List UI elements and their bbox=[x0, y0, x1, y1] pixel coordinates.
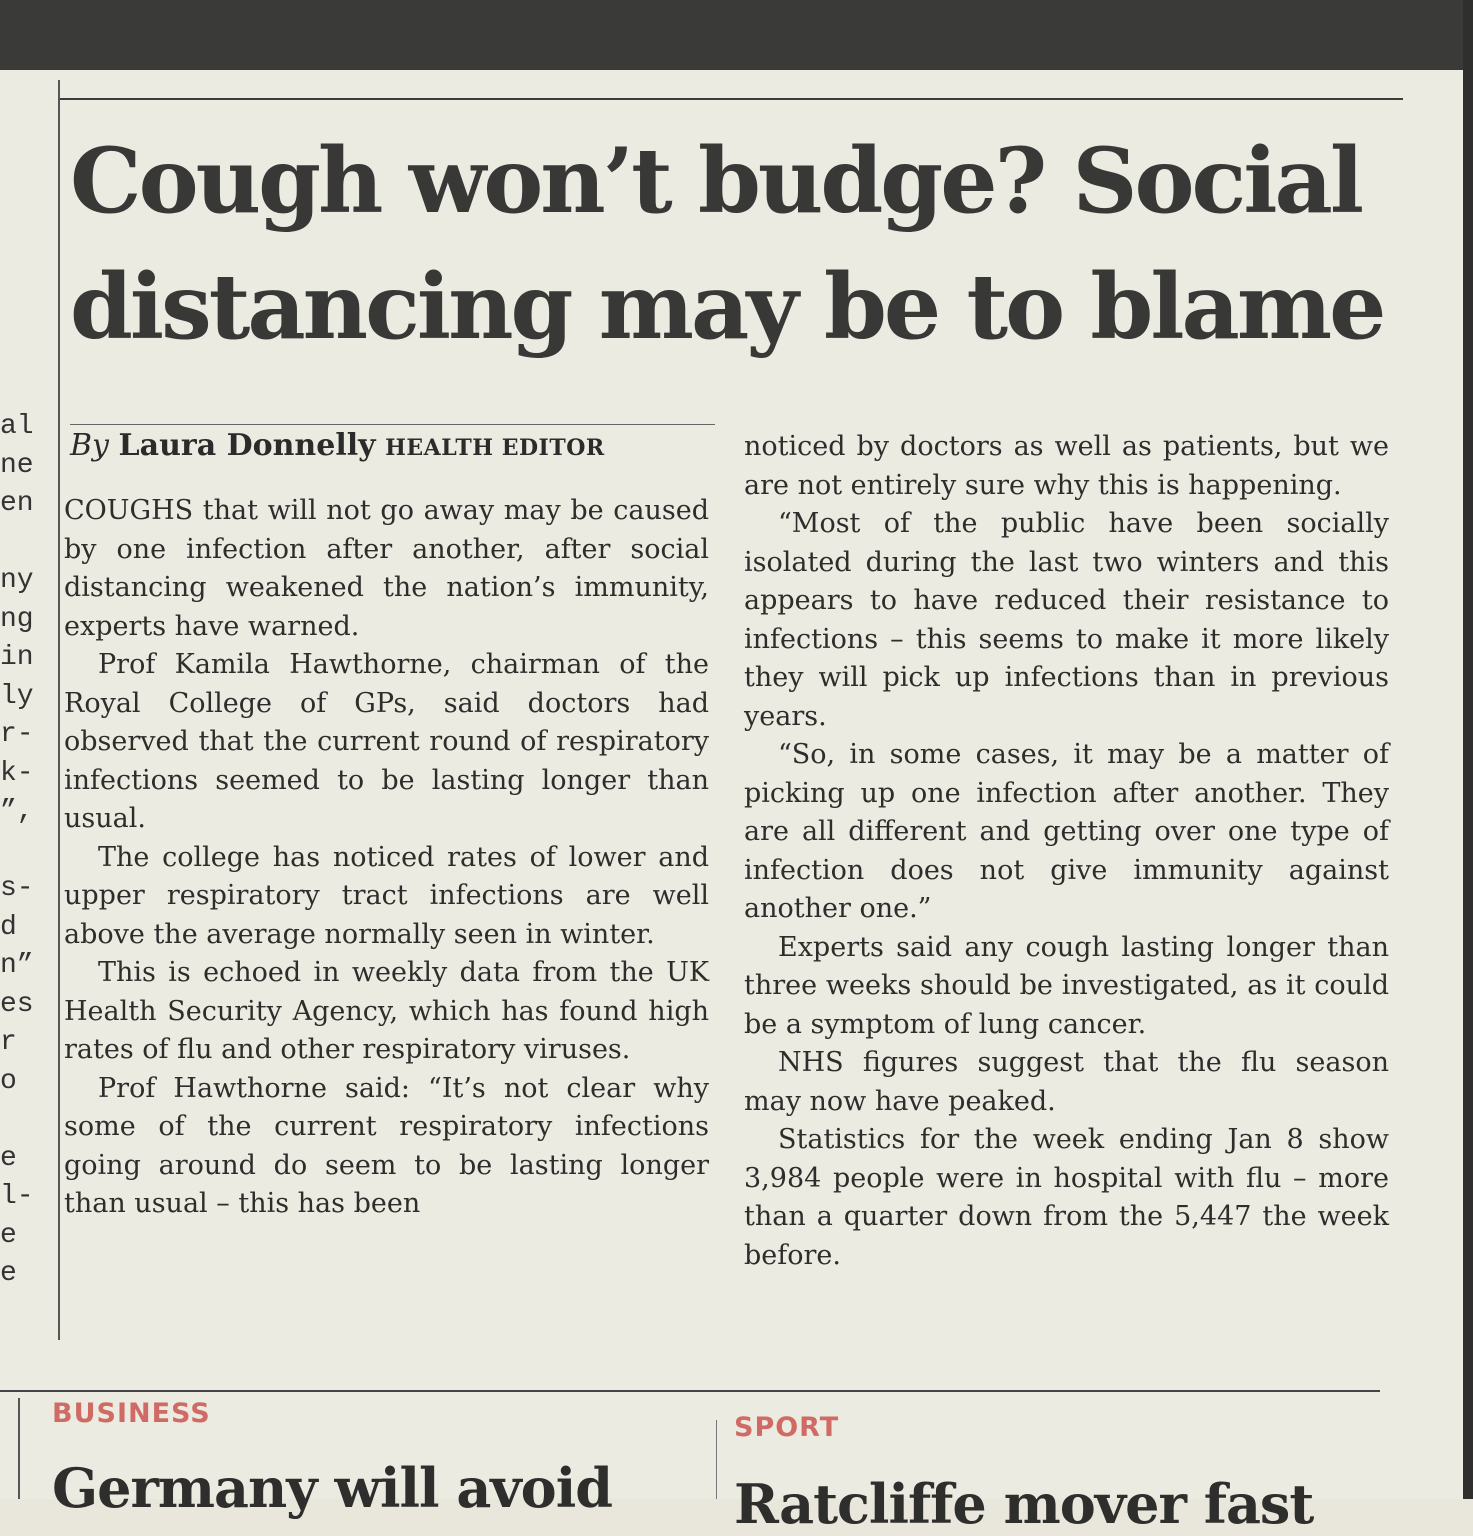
byline-author: Laura Donnelly bbox=[118, 428, 376, 463]
sport-section-label: SPORT bbox=[734, 1412, 840, 1443]
scan-border-top bbox=[0, 0, 1473, 70]
paragraph: Prof Hawthorne said: “It’s not clear why some of the current respiratory infections going around do seem to be lasting longer than usual – this has been bbox=[64, 1072, 709, 1219]
paragraph: noticed by doctors as well as patients, but we are not entirely sure why this is happening. bbox=[744, 431, 1389, 501]
page-edge bbox=[0, 1398, 20, 1499]
paragraph: The college has noticed rates of lower and upper respiratory tract infections are well above the average normally seen in winter. bbox=[64, 841, 709, 950]
column-divider-left bbox=[58, 80, 60, 1340]
paragraph: “So, in some cases, it may be a matter of picking up one infection after another. They are all different and getting over one type of infection does not give immunity against another one.” bbox=[744, 739, 1389, 924]
section-rule bbox=[0, 1390, 1380, 1392]
scan-border-right bbox=[1463, 0, 1473, 1499]
business-section-label: BUSINESS bbox=[52, 1398, 211, 1429]
article-column-2 bbox=[744, 428, 1389, 1275]
sport-teaser-headline: Ratcliffe mover fast bbox=[734, 1472, 1314, 1536]
paragraph: Statistics for the week ending Jan 8 show 3,984 people were in hospital with flu – more than a quarter down from the 5,447 the week before. bbox=[744, 1124, 1389, 1271]
paragraph: “Most of the public have been socially isolated during the last two winters and this appears to have reduced their resistance to infections – this seems to make it more likely they will pick up infections than in previous years. bbox=[744, 508, 1389, 732]
paragraph: NHS figures suggest that the flu season may now have peaked. bbox=[744, 1047, 1389, 1117]
paragraph: COUGHS that will not go away may be caused by one infection after another, after social distancing weakened the nation’s immunity, experts have warned. bbox=[64, 495, 709, 642]
adjacent-article-fragment: al ne en ny ng in ly r- k- ”, s- d n” es r o e l- e e bbox=[0, 411, 34, 1289]
business-teaser-headline: Germany will avoid bbox=[52, 1456, 612, 1520]
headline bbox=[70, 118, 1390, 370]
byline-rule bbox=[70, 424, 715, 425]
paragraph: This is echoed in weekly data from the UK Health Security Agency, which has found high rates of flu and other respiratory viruses. bbox=[64, 957, 709, 1065]
byline bbox=[70, 428, 605, 463]
article-column-1 bbox=[64, 492, 709, 1224]
byline-role: HEALTH EDITOR bbox=[385, 435, 605, 461]
top-rule bbox=[58, 98, 1403, 100]
paragraph: Experts said any cough lasting longer than three weeks should be investigated, as it could be a symptom of lung cancer. bbox=[744, 931, 1389, 1040]
headline-line-2: distancing may be to blame bbox=[70, 254, 1384, 360]
byline-by: By bbox=[70, 428, 109, 463]
paragraph: Prof Kamila Hawthorne, chairman of the Royal College of GPs, said doctors had observed that the current round of respiratory infections seemed to be lasting longer than usual. bbox=[64, 649, 709, 834]
headline-line-1: Cough won’t budge? Social bbox=[70, 128, 1362, 234]
section-divider bbox=[716, 1420, 717, 1499]
